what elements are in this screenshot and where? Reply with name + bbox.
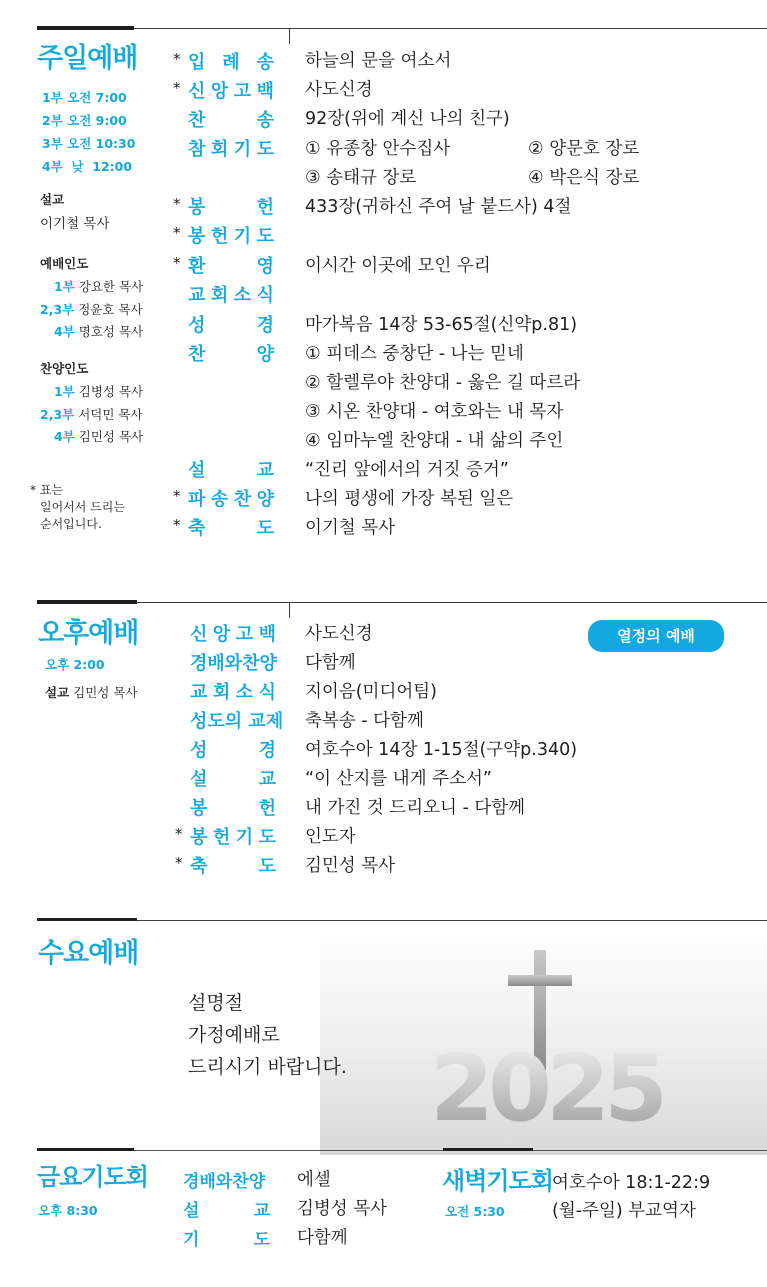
afternoon-top-thick-rule xyxy=(37,600,137,604)
order-label: * 봉 헌 xyxy=(173,195,274,218)
order-label: 참 회 기 도 xyxy=(188,139,274,160)
afternoon-label: 봉 헌 xyxy=(190,798,276,819)
wednesday-top-thick-rule xyxy=(37,918,137,921)
afternoon-time: 오후 2:00 xyxy=(45,657,105,672)
afternoon-label: * 봉 헌 기 도 xyxy=(175,825,276,848)
order-value: 마가복음 14장 53-65절(신약p.81) xyxy=(305,315,578,335)
friday-time: 오후 8:30 xyxy=(38,1203,98,1218)
dawn-time: 오전 5:30 xyxy=(445,1204,505,1219)
dawn-line: 여호수아 18:1-22:9 xyxy=(552,1173,711,1193)
sunday-divider xyxy=(289,28,290,44)
praise-list xyxy=(40,381,143,449)
order-value: 92장(위에 계신 나의 친구) xyxy=(305,109,510,129)
sunday-times xyxy=(42,86,135,178)
wednesday-line: 드리시기 바랍니다. xyxy=(188,1056,347,1078)
afternoon-value: 다함께 xyxy=(305,653,356,673)
dawn-thick-rule xyxy=(443,1148,533,1151)
order-label: * 파 송 찬 양 xyxy=(173,487,274,510)
sunday-sermon-label: 설교 xyxy=(40,192,65,207)
afternoon-value: 사도신경 xyxy=(305,624,373,644)
afternoon-top-rule xyxy=(137,602,767,603)
afternoon-label: 설 교 xyxy=(190,769,276,790)
afternoon-value: 축복송 - 다함께 xyxy=(305,711,424,731)
afternoon-value: 인도자 xyxy=(305,827,356,847)
wednesday-top-rule xyxy=(137,920,767,921)
praise-item: 2,3부 서덕민 목사 xyxy=(40,406,143,422)
afternoon-label: 교 회 소 식 xyxy=(190,682,276,703)
order-value: 사도신경 xyxy=(305,80,373,100)
friday-label: 설 교 xyxy=(183,1201,270,1221)
friday-label: 기 도 xyxy=(183,1230,270,1250)
afternoon-sermon: 설교 김민성 목사 xyxy=(45,685,138,700)
afternoon-value: 지이음(미디어팀) xyxy=(305,682,437,702)
sunday-time-2: 2부 오전 9:00 xyxy=(42,113,127,128)
friday-value: 에셀 xyxy=(297,1170,331,1190)
order-value: 나의 평생에 가장 복된 일은 xyxy=(305,489,514,509)
sunday-top-rule xyxy=(134,28,767,29)
order-label: * 입 례 송 xyxy=(173,50,274,73)
leader-item: 2,3부 정윤호 목사 xyxy=(40,301,143,317)
year-2025-background-image xyxy=(320,925,767,1155)
sunday-time-3: 3부 오전 10:30 xyxy=(42,136,136,151)
order-value: 이시간 이곳에 모인 우리 xyxy=(305,256,491,276)
praise-item: 4부 김민성 목사 xyxy=(54,429,144,444)
prayer-person: ③ 송태규 장로 xyxy=(305,168,417,188)
order-value: ③ 시온 찬양대 - 여호와는 내 목자 xyxy=(305,402,564,422)
cross-2025-graphic xyxy=(320,925,767,1155)
afternoon-value: 여호수아 14장 1-15절(구약p.340) xyxy=(305,740,578,760)
order-label: 성 경 xyxy=(188,315,274,336)
standing-note: * 표는 일어서서 드리는 순서입니다. xyxy=(30,483,125,531)
friday-value: 다함께 xyxy=(297,1228,348,1248)
praise-item: 1부 김병성 목사 xyxy=(54,384,144,399)
wednesday-title: 수요예배 xyxy=(38,938,139,969)
sunday-sermon-name: 이기철 목사 xyxy=(40,216,110,232)
order-value: 433장(귀하신 주여 날 붙드사) 4절 xyxy=(305,197,572,217)
friday-value: 김병성 목사 xyxy=(297,1199,388,1219)
leader-label: 예배인도 xyxy=(40,256,89,271)
leader-item: 1부 강요한 목사 xyxy=(54,279,144,294)
order-value: ① 피데스 중창단 - 나는 믿네 xyxy=(305,344,524,364)
order-value: 하늘의 문을 여소서 xyxy=(305,51,452,71)
leader-item: 4부 명호성 목사 xyxy=(54,324,144,339)
order-label: 설 교 xyxy=(188,460,274,481)
order-label: 찬 송 xyxy=(188,110,274,131)
dawn-title: 새벽기도회 xyxy=(442,1167,553,1195)
cross-horizontal xyxy=(508,975,572,986)
afternoon-divider xyxy=(289,602,290,618)
wednesday-line: 설명절 xyxy=(188,992,244,1014)
afternoon-title: 오후예배 xyxy=(38,618,139,649)
friday-thick-rule xyxy=(37,1148,134,1151)
wednesday-line: 가정예배로 xyxy=(188,1024,280,1046)
afternoon-label: * 축 도 xyxy=(175,854,276,877)
order-label: * 신 앙 고 백 xyxy=(173,79,274,102)
sunday-time-1: 1부 오전 7:00 xyxy=(42,90,127,105)
prayer-person: ④ 박은식 장로 xyxy=(528,168,640,188)
order-label: * 환 영 xyxy=(173,254,274,277)
friday-top-rule xyxy=(37,1150,767,1151)
friday-title: 금요기도회 xyxy=(37,1163,148,1191)
order-label: * 축 도 xyxy=(173,516,274,539)
order-value: “진리 앞에서의 거짓 증거” xyxy=(305,460,509,480)
order-value: ② 할렐루야 찬양대 - 옳은 길 따르라 xyxy=(305,373,581,393)
sunday-time-4: 4부 낮 12:00 xyxy=(42,159,133,174)
sunday-title: 주일예배 xyxy=(37,43,138,74)
afternoon-label: 성 경 xyxy=(190,740,276,761)
sunday-top-thick-rule xyxy=(37,26,134,30)
prayer-person: ① 유종창 안수집사 xyxy=(305,139,451,159)
afternoon-value: 김민성 목사 xyxy=(305,856,396,876)
order-label-text: 입 례 송 xyxy=(188,52,274,73)
afternoon-label: 신 앙 고 백 xyxy=(190,624,276,645)
praise-label: 찬양인도 xyxy=(40,361,89,376)
afternoon-value: “이 산지를 내게 주소서” xyxy=(305,769,492,789)
passion-worship-badge: 열정의 예배 xyxy=(588,620,724,652)
friday-label: 경배와찬양 xyxy=(183,1172,266,1192)
afternoon-label: 성도의 교제 xyxy=(190,711,284,732)
order-label: 교 회 소 식 xyxy=(188,285,274,306)
leader-list xyxy=(40,276,143,344)
afternoon-label: 경배와찬양 xyxy=(190,653,277,674)
order-label: * 봉 헌 기 도 xyxy=(173,224,274,247)
afternoon-value: 내 가진 것 드리오니 - 다함께 xyxy=(305,798,526,818)
prayer-person: ② 양문호 장로 xyxy=(528,139,640,159)
order-value: ④ 임마누엘 찬양대 - 내 삶의 주인 xyxy=(305,431,564,451)
order-value: 이기철 목사 xyxy=(305,518,396,538)
order-label: 찬 양 xyxy=(188,344,274,365)
year-text: 2025 xyxy=(430,1035,663,1142)
dawn-line: (월-주일) 부교역자 xyxy=(552,1201,696,1221)
